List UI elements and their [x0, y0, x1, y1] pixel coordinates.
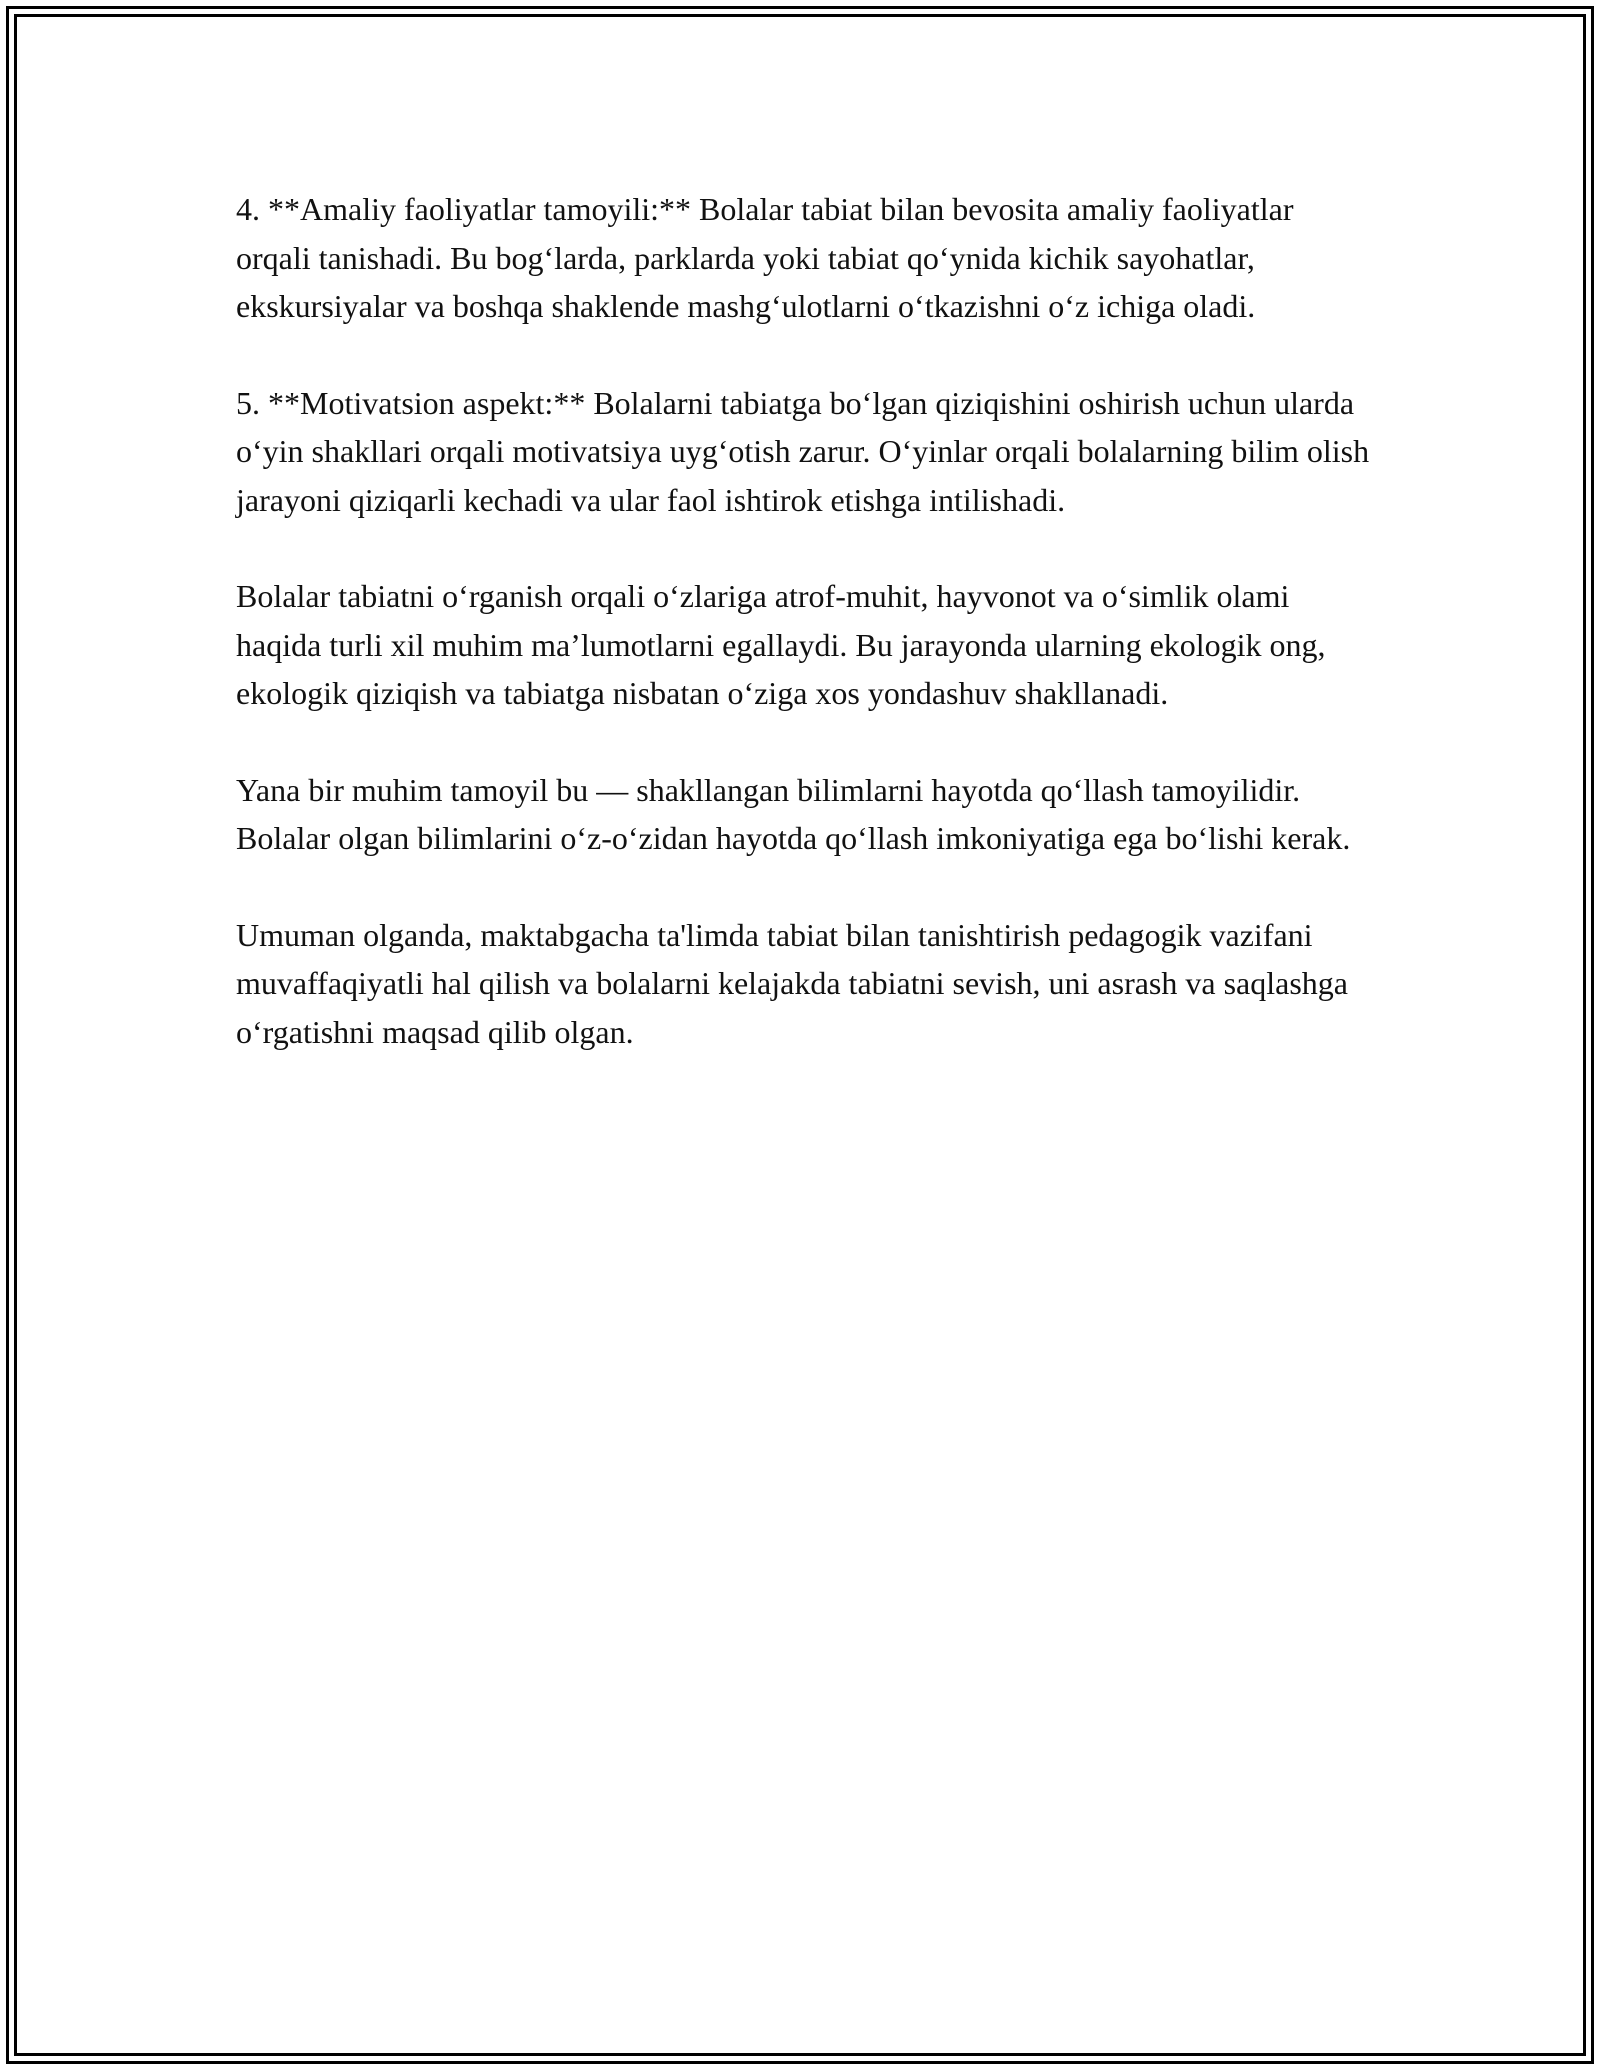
paragraph-bilimlarni-qollash: Yana bir muhim tamoyil bu — shakllangan bilimlarni hayotda qo‘llash tamoyilidir. Bolalar olgan bilimlarini o‘z-o‘zidan hayotda qo‘llash imkoniyatiga ega bo‘lishi kerak. — [236, 771, 1351, 856]
paragraph-amaliy-faoliyatlar: 4. **Amaliy faoliyatlar tamoyili:** Bolalar tabiat bilan bevosita amaliy faoliyatlar orqali tanishadi. Bu bog‘larda, parklarda yoki tabiat qo‘ynida kichik sayohatlar, ekskursiyalar va boshqa shaklende mashg‘ulotlarni o‘tkazishni o‘z ichiga oladi. — [236, 191, 1294, 324]
paragraph-xulosa: Umuman olganda, maktabgacha ta'limda tabiat bilan tanishtirish pedagogik vazifani muvaffaqiyatli hal qilish va bolalarni kelajakda tabiatni sevish, uni asrash va saqlashga o‘rgatishni maqsad qilib olgan. — [236, 916, 1348, 1050]
paragraph-tabiatni-organish: Bolalar tabiatni o‘rganish orqali o‘zlariga atrof-muhit, hayvonot va o‘simlik olami haqida turli xil muhim ma’lumotlarni egallaydi. Bu jarayonda ularning ekologik ong, ekologik qiziqish va tabiatga nisbatan o‘ziga xos yondashuv shakllanadi. — [236, 578, 1326, 711]
paragraph-motivatsion-aspekt: 5. **Motivatsion aspekt:** Bolalarni tabiatga bo‘lgan qiziqishini oshirish uchun ularda o‘yin shakllari orqali motivatsiya uyg‘otish zarur. O‘yinlar orqali bolalarning bilim olish jarayoni qiziqarli kechadi va ular faol ishtirok etishga intilishadi. — [236, 384, 1370, 518]
document-body — [236, 185, 1376, 1104]
